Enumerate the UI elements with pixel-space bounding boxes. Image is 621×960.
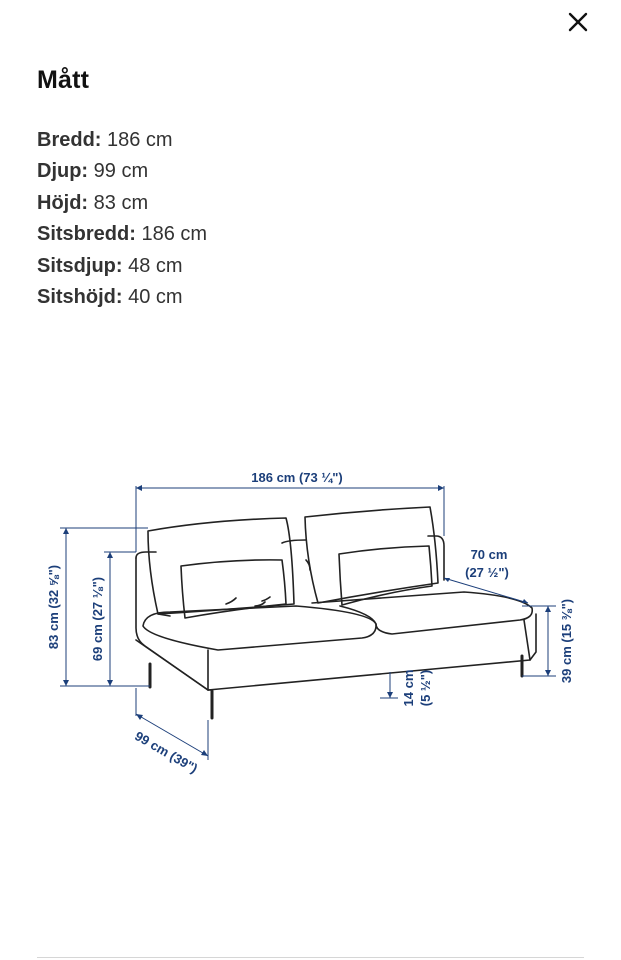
leg-height-label-in: (5 ½") xyxy=(418,669,433,707)
spec-seat-height xyxy=(37,283,207,314)
depth-label: 99 cm (39") xyxy=(132,728,201,777)
spec-value: 48 cm xyxy=(122,254,183,277)
spec-width xyxy=(37,126,207,157)
spec-label: Sitshöjd: xyxy=(37,285,123,308)
close-icon xyxy=(567,11,589,33)
spec-value: 186 cm xyxy=(135,223,208,246)
seat-depth-label-cm: 70 cm xyxy=(470,547,508,562)
dimension-list xyxy=(37,126,207,314)
sofa-drawing xyxy=(0,440,621,790)
spec-label: Sitsbredd: xyxy=(37,223,136,246)
sofa-dimension-diagram xyxy=(0,440,621,790)
bottom-divider xyxy=(37,957,584,958)
close-button[interactable] xyxy=(562,6,594,38)
spec-label: Djup: xyxy=(37,160,89,183)
seat-depth-label-in: (27 ½") xyxy=(465,565,509,580)
spec-depth xyxy=(37,157,207,188)
spec-value: 99 cm xyxy=(88,160,149,183)
spec-value: 40 cm xyxy=(122,285,183,308)
spec-height xyxy=(37,189,207,220)
spec-seat-width xyxy=(37,220,207,251)
page-title: Mått xyxy=(37,66,90,94)
spec-label: Höjd: xyxy=(37,191,89,214)
seat-height-label: 39 cm (15 ⅜") xyxy=(559,598,574,684)
sofa-illustration xyxy=(136,507,536,718)
total-height-label: 83 cm (32 ⅝") xyxy=(46,564,61,650)
arm-height-label: 69 cm (27 ⅛") xyxy=(90,576,105,662)
spec-value: 83 cm xyxy=(88,191,149,214)
leg-height-label-cm: 14 cm xyxy=(401,669,416,707)
dimension-lines xyxy=(60,486,556,760)
spec-label: Bredd: xyxy=(37,129,102,151)
spec-value: 186 cm xyxy=(101,129,173,151)
spec-label: Sitsdjup: xyxy=(37,254,123,277)
width-label: 186 cm (73 ¼") xyxy=(251,470,343,485)
spec-seat-depth xyxy=(37,252,207,283)
